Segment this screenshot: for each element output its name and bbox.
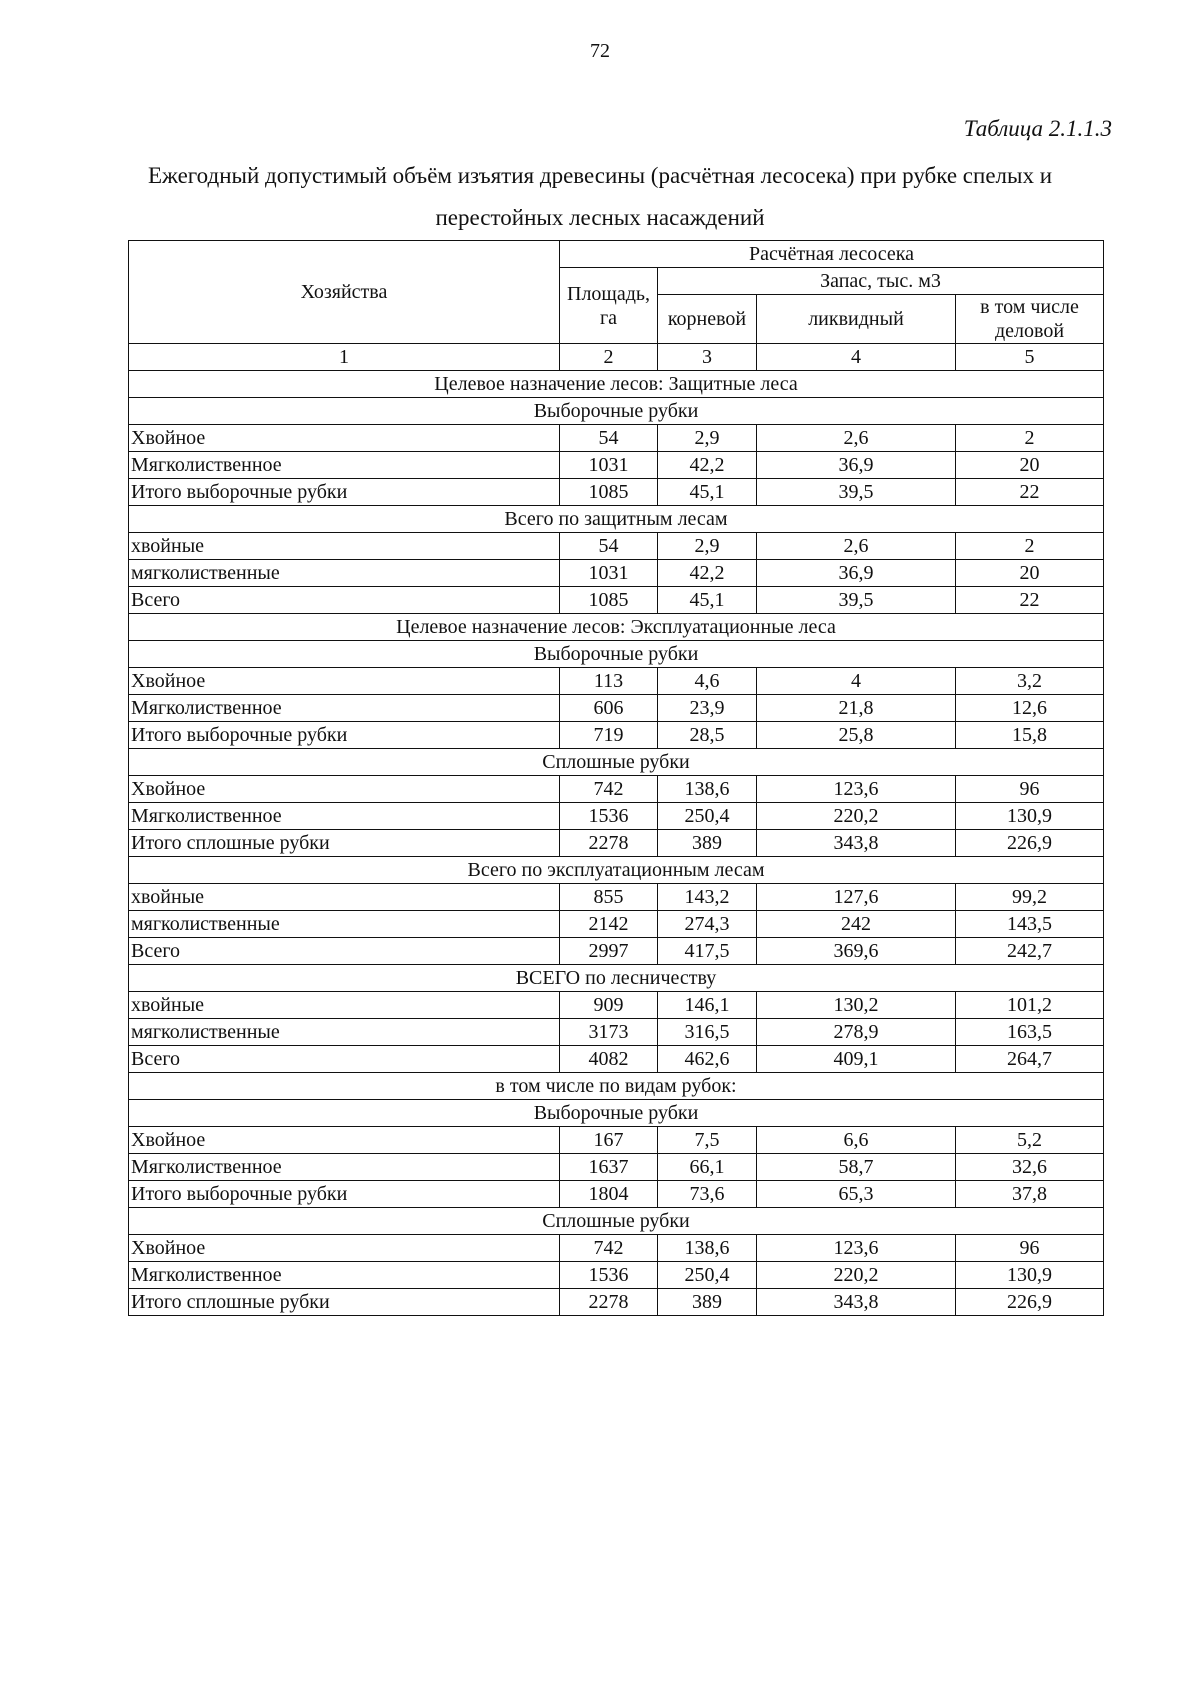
row-business-cell: 22 bbox=[956, 587, 1104, 614]
row-area-cell: 2142 bbox=[560, 911, 658, 938]
row-liquid-cell: 2,6 bbox=[757, 425, 956, 452]
section-title: Выборочные рубки bbox=[129, 641, 1104, 668]
row-area-cell: 1031 bbox=[560, 560, 658, 587]
row-business-cell: 20 bbox=[956, 560, 1104, 587]
row-liquid-cell: 58,7 bbox=[757, 1154, 956, 1181]
table-row bbox=[129, 425, 1104, 452]
section-row bbox=[129, 1073, 1104, 1100]
row-area-cell: 1637 bbox=[560, 1154, 658, 1181]
row-name-cell: мягколиственные bbox=[129, 1019, 560, 1046]
table-row bbox=[129, 1154, 1104, 1181]
row-business-cell: 37,8 bbox=[956, 1181, 1104, 1208]
row-liquid-cell: 21,8 bbox=[757, 695, 956, 722]
header-num-4: 4 bbox=[757, 344, 956, 371]
table-row bbox=[129, 884, 1104, 911]
section-row bbox=[129, 749, 1104, 776]
table-row bbox=[129, 1019, 1104, 1046]
row-area-cell: 1085 bbox=[560, 587, 658, 614]
section-title: Целевое назначение лесов: Защитные леса bbox=[129, 371, 1104, 398]
table-row bbox=[129, 992, 1104, 1019]
table-row bbox=[129, 911, 1104, 938]
row-root-cell: 138,6 bbox=[658, 776, 757, 803]
row-business-cell: 5,2 bbox=[956, 1127, 1104, 1154]
row-area-cell: 606 bbox=[560, 695, 658, 722]
row-area-cell: 3173 bbox=[560, 1019, 658, 1046]
row-name-cell: Мягколиственное bbox=[129, 695, 560, 722]
table-row bbox=[129, 1262, 1104, 1289]
row-business-cell: 163,5 bbox=[956, 1019, 1104, 1046]
row-liquid-cell: 39,5 bbox=[757, 479, 956, 506]
row-liquid-cell: 123,6 bbox=[757, 1235, 956, 1262]
section-row bbox=[129, 1208, 1104, 1235]
row-liquid-cell: 65,3 bbox=[757, 1181, 956, 1208]
row-area-cell: 742 bbox=[560, 1235, 658, 1262]
row-root-cell: 250,4 bbox=[658, 803, 757, 830]
section-row bbox=[129, 965, 1104, 992]
row-business-cell: 101,2 bbox=[956, 992, 1104, 1019]
row-area-cell: 909 bbox=[560, 992, 658, 1019]
row-area-cell: 4082 bbox=[560, 1046, 658, 1073]
row-name-cell: Итого сплошные рубки bbox=[129, 830, 560, 857]
row-area-cell: 1804 bbox=[560, 1181, 658, 1208]
row-business-cell: 15,8 bbox=[956, 722, 1104, 749]
table-row bbox=[129, 668, 1104, 695]
table-row bbox=[129, 1046, 1104, 1073]
row-name-cell: Итого выборочные рубки bbox=[129, 1181, 560, 1208]
row-name-cell: Мягколиственное bbox=[129, 452, 560, 479]
section-row bbox=[129, 398, 1104, 425]
header-area: Площадь, га bbox=[560, 268, 658, 344]
header-num-1: 1 bbox=[129, 344, 560, 371]
row-liquid-cell: 36,9 bbox=[757, 560, 956, 587]
table-row bbox=[129, 1127, 1104, 1154]
row-business-cell: 130,9 bbox=[956, 803, 1104, 830]
section-row bbox=[129, 641, 1104, 668]
header-business: в том числе деловой bbox=[956, 295, 1104, 344]
table-label: Таблица 2.1.1.3 bbox=[963, 116, 1112, 141]
row-root-cell: 146,1 bbox=[658, 992, 757, 1019]
row-name-cell: Всего bbox=[129, 1046, 560, 1073]
row-root-cell: 66,1 bbox=[658, 1154, 757, 1181]
row-name-cell: Хвойное bbox=[129, 425, 560, 452]
row-name-cell: Мягколиственное bbox=[129, 1262, 560, 1289]
cutting-volume-table bbox=[128, 240, 1104, 1316]
row-root-cell: 462,6 bbox=[658, 1046, 757, 1073]
row-liquid-cell: 39,5 bbox=[757, 587, 956, 614]
page-number: 72 bbox=[590, 40, 610, 62]
row-area-cell: 1031 bbox=[560, 452, 658, 479]
section-title: Всего по защитным лесам bbox=[129, 506, 1104, 533]
row-name-cell: Хвойное bbox=[129, 1127, 560, 1154]
section-row bbox=[129, 371, 1104, 398]
row-name-cell: Всего bbox=[129, 587, 560, 614]
header-liquid: ликвидный bbox=[757, 295, 956, 344]
row-root-cell: 417,5 bbox=[658, 938, 757, 965]
row-root-cell: 143,2 bbox=[658, 884, 757, 911]
table-row bbox=[129, 938, 1104, 965]
row-name-cell: Итого сплошные рубки bbox=[129, 1289, 560, 1316]
document-title-line-1: Ежегодный допустимый объём изъятия древесины (расчётная лесосека) при рубке спелых и bbox=[147, 163, 1053, 188]
row-name-cell: хвойные bbox=[129, 884, 560, 911]
row-root-cell: 45,1 bbox=[658, 479, 757, 506]
table-row bbox=[129, 830, 1104, 857]
row-liquid-cell: 220,2 bbox=[757, 803, 956, 830]
row-root-cell: 250,4 bbox=[658, 1262, 757, 1289]
section-title: Сплошные рубки bbox=[129, 749, 1104, 776]
row-root-cell: 73,6 bbox=[658, 1181, 757, 1208]
row-name-cell: Хвойное bbox=[129, 776, 560, 803]
row-root-cell: 23,9 bbox=[658, 695, 757, 722]
section-title: Целевое назначение лесов: Эксплуатационные леса bbox=[129, 614, 1104, 641]
table-row bbox=[129, 479, 1104, 506]
row-liquid-cell: 409,1 bbox=[757, 1046, 956, 1073]
row-liquid-cell: 242 bbox=[757, 911, 956, 938]
row-business-cell: 22 bbox=[956, 479, 1104, 506]
row-liquid-cell: 130,2 bbox=[757, 992, 956, 1019]
document-title-line-2: перестойных лесных насаждений bbox=[435, 205, 765, 230]
row-area-cell: 855 bbox=[560, 884, 658, 911]
row-root-cell: 2,9 bbox=[658, 533, 757, 560]
row-area-cell: 1536 bbox=[560, 803, 658, 830]
row-name-cell: Итого выборочные рубки bbox=[129, 479, 560, 506]
header-num-2: 2 bbox=[560, 344, 658, 371]
header-num-5: 5 bbox=[956, 344, 1104, 371]
row-business-cell: 96 bbox=[956, 776, 1104, 803]
row-business-cell: 242,7 bbox=[956, 938, 1104, 965]
row-business-cell: 264,7 bbox=[956, 1046, 1104, 1073]
header-root: корневой bbox=[658, 295, 757, 344]
row-name-cell: Мягколиственное bbox=[129, 1154, 560, 1181]
row-root-cell: 45,1 bbox=[658, 587, 757, 614]
row-name-cell: мягколиственные bbox=[129, 560, 560, 587]
row-name-cell: Мягколиственное bbox=[129, 803, 560, 830]
row-root-cell: 7,5 bbox=[658, 1127, 757, 1154]
row-root-cell: 4,6 bbox=[658, 668, 757, 695]
row-business-cell: 20 bbox=[956, 452, 1104, 479]
header-stock: Запас, тыс. м3 bbox=[658, 268, 1104, 295]
table-row bbox=[129, 776, 1104, 803]
row-name-cell: хвойные bbox=[129, 992, 560, 1019]
row-root-cell: 2,9 bbox=[658, 425, 757, 452]
section-row bbox=[129, 506, 1104, 533]
row-business-cell: 3,2 bbox=[956, 668, 1104, 695]
table-header bbox=[129, 241, 1104, 371]
row-business-cell: 130,9 bbox=[956, 1262, 1104, 1289]
row-business-cell: 226,9 bbox=[956, 830, 1104, 857]
row-business-cell: 2 bbox=[956, 425, 1104, 452]
row-liquid-cell: 36,9 bbox=[757, 452, 956, 479]
row-name-cell: Итого выборочные рубки bbox=[129, 722, 560, 749]
section-row bbox=[129, 857, 1104, 884]
row-name-cell: Всего bbox=[129, 938, 560, 965]
table-row bbox=[129, 533, 1104, 560]
row-area-cell: 2278 bbox=[560, 830, 658, 857]
table-row bbox=[129, 1235, 1104, 1262]
row-business-cell: 99,2 bbox=[956, 884, 1104, 911]
section-title: Выборочные рубки bbox=[129, 398, 1104, 425]
row-liquid-cell: 2,6 bbox=[757, 533, 956, 560]
row-business-cell: 12,6 bbox=[956, 695, 1104, 722]
table-body bbox=[129, 371, 1104, 1316]
row-name-cell: хвойные bbox=[129, 533, 560, 560]
row-liquid-cell: 25,8 bbox=[757, 722, 956, 749]
row-business-cell: 143,5 bbox=[956, 911, 1104, 938]
row-root-cell: 389 bbox=[658, 830, 757, 857]
row-business-cell: 32,6 bbox=[956, 1154, 1104, 1181]
row-root-cell: 138,6 bbox=[658, 1235, 757, 1262]
row-area-cell: 2997 bbox=[560, 938, 658, 965]
table-row bbox=[129, 695, 1104, 722]
row-liquid-cell: 343,8 bbox=[757, 1289, 956, 1316]
row-business-cell: 226,9 bbox=[956, 1289, 1104, 1316]
section-row bbox=[129, 1100, 1104, 1127]
header-farms: Хозяйства bbox=[129, 241, 560, 344]
row-liquid-cell: 369,6 bbox=[757, 938, 956, 965]
row-root-cell: 274,3 bbox=[658, 911, 757, 938]
row-root-cell: 28,5 bbox=[658, 722, 757, 749]
document-title bbox=[100, 155, 1100, 239]
table-row bbox=[129, 803, 1104, 830]
row-name-cell: Хвойное bbox=[129, 1235, 560, 1262]
header-allowable-cut: Расчётная лесосека bbox=[560, 241, 1104, 268]
section-title: ВСЕГО по лесничеству bbox=[129, 965, 1104, 992]
table-row bbox=[129, 560, 1104, 587]
table-row bbox=[129, 722, 1104, 749]
table-row bbox=[129, 587, 1104, 614]
row-area-cell: 113 bbox=[560, 668, 658, 695]
table-row bbox=[129, 1181, 1104, 1208]
row-business-cell: 2 bbox=[956, 533, 1104, 560]
section-title: в том числе по видам рубок: bbox=[129, 1073, 1104, 1100]
section-title: Выборочные рубки bbox=[129, 1100, 1104, 1127]
row-area-cell: 719 bbox=[560, 722, 658, 749]
row-liquid-cell: 6,6 bbox=[757, 1127, 956, 1154]
row-area-cell: 2278 bbox=[560, 1289, 658, 1316]
row-area-cell: 54 bbox=[560, 425, 658, 452]
row-business-cell: 96 bbox=[956, 1235, 1104, 1262]
row-area-cell: 1536 bbox=[560, 1262, 658, 1289]
table-row bbox=[129, 1289, 1104, 1316]
row-root-cell: 42,2 bbox=[658, 560, 757, 587]
row-name-cell: Хвойное bbox=[129, 668, 560, 695]
row-area-cell: 742 bbox=[560, 776, 658, 803]
section-row bbox=[129, 614, 1104, 641]
row-liquid-cell: 4 bbox=[757, 668, 956, 695]
row-root-cell: 389 bbox=[658, 1289, 757, 1316]
row-root-cell: 316,5 bbox=[658, 1019, 757, 1046]
row-name-cell: мягколиственные bbox=[129, 911, 560, 938]
section-title: Сплошные рубки bbox=[129, 1208, 1104, 1235]
row-liquid-cell: 343,8 bbox=[757, 830, 956, 857]
row-root-cell: 42,2 bbox=[658, 452, 757, 479]
row-liquid-cell: 123,6 bbox=[757, 776, 956, 803]
header-num-3: 3 bbox=[658, 344, 757, 371]
section-title: Всего по эксплуатационным лесам bbox=[129, 857, 1104, 884]
row-area-cell: 54 bbox=[560, 533, 658, 560]
row-liquid-cell: 127,6 bbox=[757, 884, 956, 911]
row-liquid-cell: 278,9 bbox=[757, 1019, 956, 1046]
row-area-cell: 167 bbox=[560, 1127, 658, 1154]
row-liquid-cell: 220,2 bbox=[757, 1262, 956, 1289]
row-area-cell: 1085 bbox=[560, 479, 658, 506]
table-row bbox=[129, 452, 1104, 479]
